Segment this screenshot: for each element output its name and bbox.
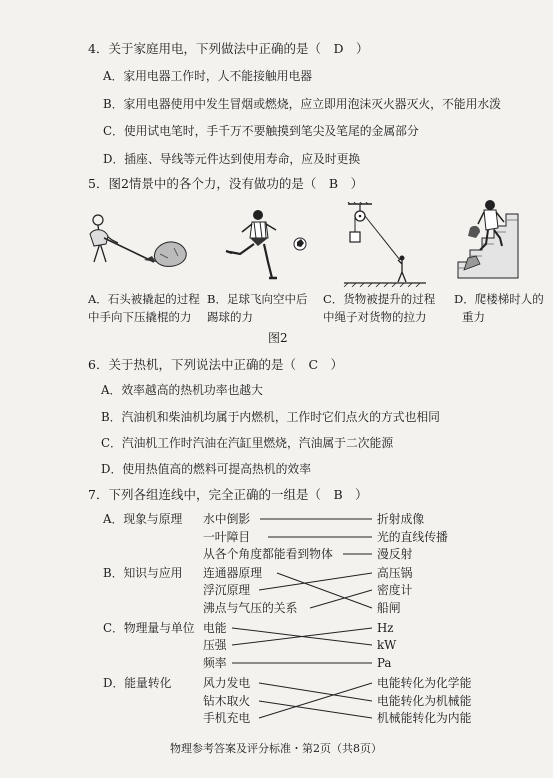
q6-stem: 6．关于热机，下列说法中正确的是（ C ）	[88, 357, 344, 372]
q4-option-a: A．家用电器工作时，人不能接触用电器	[103, 69, 313, 83]
q7-d-right-3: 机械能转化为内能	[377, 711, 472, 725]
q5-caption-a-line1: A．石头被撬起的过程	[88, 292, 200, 306]
q7-c-right-3: Pa	[377, 656, 392, 670]
page-footer: 物理参考答案及评分标准・第2页（共8页）	[170, 742, 382, 755]
q4-option-c: C．使用试电笔时，手千万不要触摸到笔尖及笔尾的金属部分	[103, 124, 419, 138]
q5-caption-b-line2: 踢球的力	[207, 310, 253, 324]
q7-d-left-1: 风力发电	[203, 676, 251, 690]
q7-a-left-1: 水中倒影	[203, 512, 251, 526]
q4-stem: 4．关于家庭用电，下列做法中正确的是（ D ）	[88, 41, 369, 56]
q7-a-left-2: 一叶障目	[203, 530, 251, 544]
q4-option-b: B．家用电器使用中发生冒烟或燃烧，应立即用泡沫灭火器灭火，不能用水泼	[103, 97, 501, 111]
q7-a-right-3: 漫反射	[377, 547, 413, 561]
q7-group-c-label: C．物理量与单位	[103, 621, 195, 635]
q7-b-left-1: 连通器原理	[203, 566, 262, 580]
q6-option-d: D．使用热值高的燃料可提高热机的效率	[101, 462, 312, 476]
q7-group-d-label: D．能量转化	[103, 676, 172, 690]
q7-c-left-2: 压强	[203, 638, 227, 652]
q7-c-left-3: 频率	[203, 656, 227, 670]
q7-b-right-1: 高压锅	[377, 566, 413, 580]
q7-a-left-3: 从各个角度都能看到物体	[203, 547, 333, 561]
q5-caption-b-line1: B．足球飞向空中后	[207, 292, 308, 306]
q5-caption-c-line2: 中绳子对货物的拉力	[323, 310, 427, 324]
q5-caption-c-line1: C．货物被提升的过程	[323, 292, 436, 306]
q5-caption-d-line1: D．爬楼梯时人的	[454, 292, 544, 306]
q7-a-right-2: 光的直线传播	[377, 530, 448, 544]
q5-caption-a-line2: 中手向下压撬棍的力	[88, 310, 192, 324]
q4-option-d: D．插座、导线等元件达到使用寿命，应及时更换	[103, 152, 361, 166]
q5-caption-d-line2: 重力	[462, 310, 485, 324]
q5-stem: 5．图2情景中的各个力，没有做功的是（ B ）	[88, 176, 364, 191]
q7-c-right-2: kW	[377, 638, 397, 652]
q7-d-right-2: 电能转化为机械能	[377, 694, 472, 708]
q7-group-a-label: A．现象与原理	[103, 512, 183, 526]
q7-d-right-1: 电能转化为化学能	[377, 676, 472, 690]
figure-2-label: 图2	[268, 331, 288, 345]
q7-c-right-1: Hz	[377, 621, 394, 635]
q7-b-right-3: 船闸	[377, 601, 401, 615]
q7-a-right-1: 折射成像	[377, 512, 425, 526]
q7-b-left-3: 沸点与气压的关系	[203, 601, 298, 615]
q7-group-b-label: B．知识与应用	[103, 566, 183, 580]
q7-d-left-3: 手机充电	[203, 711, 251, 725]
q7-b-right-2: 密度计	[377, 583, 413, 597]
q7-d-left-2: 钻木取火	[203, 694, 251, 708]
q6-option-a: A．效率越高的热机功率也越大	[101, 383, 263, 397]
q7-b-left-2: 浮沉原理	[203, 583, 251, 597]
q6-option-c: C．汽油机工作时汽油在汽缸里燃烧，汽油属于二次能源	[101, 436, 394, 450]
q7-c-left-1: 电能	[203, 621, 227, 635]
q6-option-b: B．汽油机和柴油机均属于内燃机，工作时它们点火的方式也相同	[101, 410, 440, 424]
q7-stem: 7．下列各组连线中，完全正确的一组是（ B ）	[88, 487, 368, 502]
